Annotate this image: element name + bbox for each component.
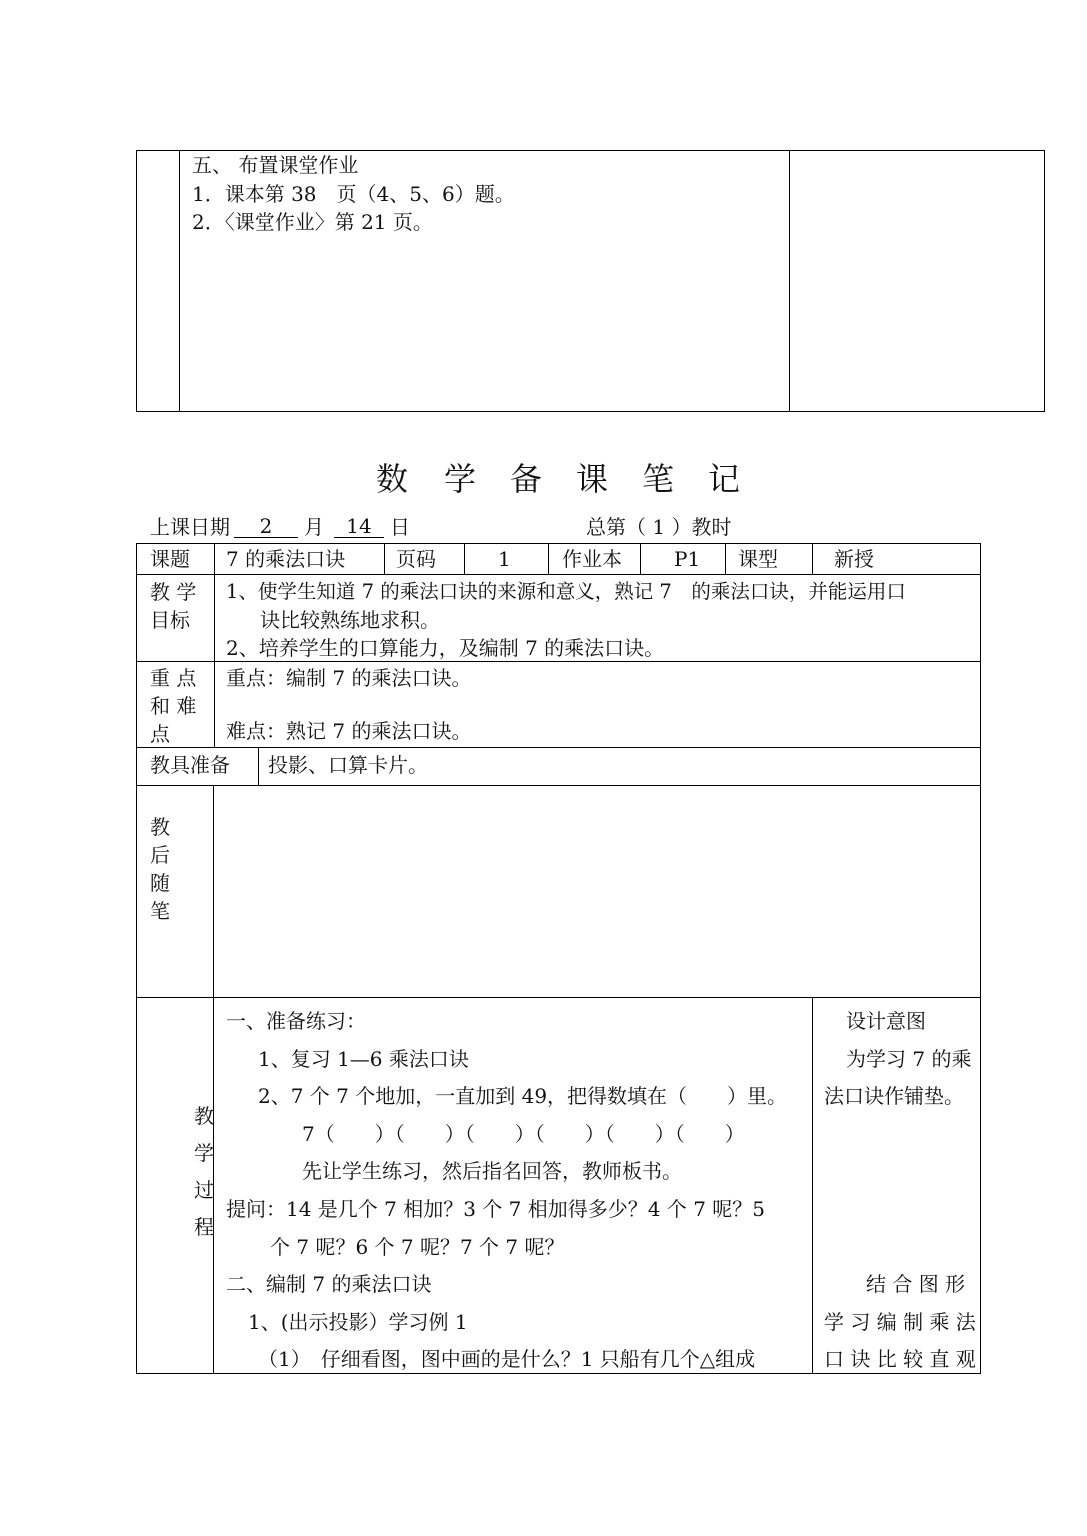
keypoints-label-3: 点 [150,722,170,746]
process-label-char: 程 [194,1215,214,1239]
page-value: 1 [498,547,511,571]
notes-label-char: 后 [150,843,170,867]
difficult-point: 难点：熟记 7 的乘法口诀。 [226,719,472,743]
tools-label: 教具准备 [150,753,230,777]
key-point: 重点：编制 7 的乘法口诀。 [226,666,472,690]
goal-line-3: 2、培养学生的口算能力，及编制 7 的乘法口诀。 [226,636,665,660]
type-value: 新授 [834,547,874,571]
homework-item-2: 2．〈课堂作业〉第 21 页。 [192,210,433,234]
side-note: 学 习 编 制 乘 法 [824,1310,976,1334]
homework-heading: 五、 布置课堂作业 [192,153,359,177]
goal-line-2: 诀比较熟练地求积。 [260,608,440,632]
goals-label-2: 目标 [150,608,190,632]
title-char: 数 [376,460,409,498]
notes-label-char: 随 [150,871,170,895]
side-note: 为学习 7 的乘 [846,1047,972,1071]
date-month-label: 月 [304,515,324,539]
process-line: 二、编制 7 的乘法口诀 [226,1272,432,1296]
notes-label-char: 教 [150,815,170,839]
topic-value: 7 的乘法口诀 [226,547,346,571]
date-prefix: 上课日期 [150,515,230,539]
process-label-char: 教 [194,1104,214,1128]
process-label-char: 过 [194,1178,214,1202]
workbook-value: P1 [674,547,701,571]
keypoints-label-2: 和 难 [150,694,197,718]
date-month: 2 [234,515,298,538]
process-line: 1、(出示投影）学习例 1 [248,1310,468,1334]
side-note: 口 诀 比 较 直 观 [824,1347,976,1371]
process-line: 2、7 个 7 个地加，一直加到 49，把得数填在（ ）里。 [258,1084,788,1108]
process-line: 7（ ）（ ）（ ）（ ）（ ）（ ） [302,1122,745,1146]
tools-value: 投影、口算卡片。 [268,753,428,777]
lesson-count: 总第（ 1 ）教时 [586,515,732,539]
homework-item-1: 1．课本第 38 页（4、5、6）题。 [192,182,515,206]
title-char: 备 [510,460,543,498]
process-line: 个 7 呢？6 个 7 呢？7 个 7 呢？ [270,1235,565,1259]
side-note: 结 合 图 形 [866,1272,966,1296]
process-line: 先让学生练习，然后指名回答，教师板书。 [302,1159,682,1183]
date-day-label: 日 [390,515,410,539]
topic-label: 课题 [150,547,190,571]
side-note: 设计意图 [846,1009,926,1033]
notes-label-char: 笔 [150,899,170,923]
goal-line-1: 1、使学生知道 7 的乘法口诀的来源和意义，熟记 7 的乘法口诀，并能运用口 [226,580,906,603]
process-label-char: 学 [194,1141,214,1165]
title-char: 笔 [642,460,675,498]
process-line: 1、复习 1—6 乘法口诀 [258,1047,469,1071]
date-day: 14 [334,515,384,538]
goals-label-1: 教 学 [150,580,197,604]
title-char: 学 [444,460,477,498]
page-label: 页码 [396,547,436,571]
type-label: 课型 [738,547,778,571]
title-char: 记 [708,460,741,498]
title-char: 课 [576,460,609,498]
side-note: 法口诀作铺垫。 [824,1084,964,1108]
process-line: 一、准备练习： [226,1009,366,1033]
keypoints-label-1: 重 点 [150,666,197,690]
process-line: （1） 仔细看图，图中画的是什么？1 只船有几个△组成 [258,1347,756,1371]
workbook-label: 作业本 [562,547,622,571]
process-line: 提问：14 是几个 7 相加？3 个 7 相加得多少？4 个 7 呢？5 [226,1197,766,1221]
